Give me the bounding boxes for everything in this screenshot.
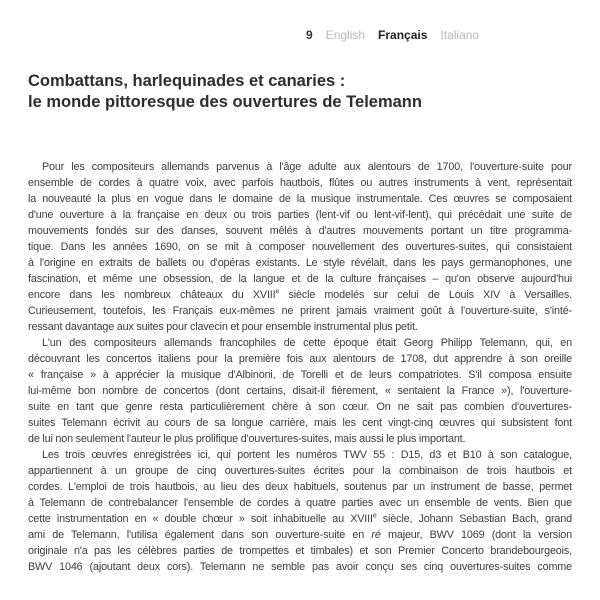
text-segment: siècle, Johann Sebastian Bach, grand — [376, 513, 572, 525]
italic-text: ré — [371, 529, 381, 541]
text-segment: Curieusement, toutefois, les Français eux-mêmes ne prirent jamais vraiment goût à l'ouverture-suite, s'inté- — [28, 305, 572, 317]
text-line — [28, 479, 572, 495]
text-segment: tique. Dans les années 1690, on se mit à composer nouvellement des ouvertures-suites, qui consistaient — [28, 241, 572, 253]
text-line — [28, 367, 572, 383]
page-header — [306, 28, 479, 42]
text-line — [28, 511, 572, 527]
text-line — [28, 431, 572, 447]
text-segment: ami de Telemann, l'utilisa également dans son ouverture-suite en — [28, 529, 372, 541]
text-line — [28, 191, 572, 207]
text-line — [28, 255, 572, 271]
article-body — [28, 159, 572, 575]
text-segment: à l'origine en extraits de ballets ou d'opéras existants. Le style révélait, dans les pays germanophones, une — [28, 257, 572, 269]
text-segment: majeur, BWV 1069 (dont la version — [380, 529, 572, 541]
text-segment: BWV 1046 (ajoutant deux cors). Telemann ne semble pas avoir conçu ses cinq ouvertures-suites comme — [28, 561, 572, 573]
text-line — [28, 527, 572, 543]
text-segment: lui-même bon nombre de concertos (dont certains, disait-il fièrement, « sentaient la France »), l'ouverture- — [28, 385, 572, 397]
text-line — [28, 239, 572, 255]
text-line — [28, 351, 572, 367]
text-line — [28, 447, 572, 463]
text-segment: Les trois œuvres enregistrées ici, qui portent les numéros TWV 55 : D15, d3 et B10 à son catalogue, — [42, 449, 572, 461]
language-label-italiano: Italiano — [440, 28, 480, 42]
text-segment: ensemble de cordes à quatre voix, avec parfois hautbois, flûtes ou autres instruments à vent, représentait — [28, 177, 572, 189]
text-segment: à Telemann de contrebalancer l'ensemble de cordes à quatre parties avec un ensemble de vents. Bien que — [28, 497, 572, 509]
text-segment: cordes. L'emploi de trois hautbois, au lieu des deux habituels, soutenus par un instrument de basse, permet — [28, 481, 572, 493]
text-segment: la nouveauté la plus en vogue dans le domaine de la musique instrumentale. Ces œuvres se composaient — [28, 193, 572, 205]
text-segment: appartiennent à un groupe de cinq ouvertures-suites écrites pour la combinaison de trois hautbois et — [28, 465, 572, 477]
text-segment: encore dans les nombreux châteaux du XVIII — [28, 289, 276, 301]
text-line — [28, 495, 572, 511]
article-title-line-1: Combattans, harlequinades et canaries : — [28, 72, 346, 90]
text-segment: Pour les compositeurs allemands parvenus à l'âge adulte aux alentours de 1700, l'ouverture-suite pour — [42, 161, 572, 173]
text-segment: ressant davantage aux suites pour clavecin et pour ensemble instrumental plus petit. — [28, 321, 418, 333]
text-segment: mouvements fondés sur des danses, souvent mêlés à d'autres mouvements portant un titre programma- — [28, 225, 572, 237]
text-segment: suite en tant que genre resta particulièrement chère à son cœur. On ne sait pas combien d'ouvertures- — [28, 401, 572, 413]
language-label-english: English — [325, 28, 366, 42]
text-line — [28, 559, 572, 575]
language-label-francais: Français — [378, 28, 428, 42]
text-segment: cette instrumentation en « double chœur » soit inhabituelle au XVIII — [28, 513, 373, 525]
text-segment: originale n'a pas les célèbres parties de trompettes et timbales) et son Premier Concerto brandebourgeois, — [28, 545, 572, 557]
text-line — [28, 399, 572, 415]
text-segment: « française » à apprécier la musique d'Albinoni, de Torelli et de leurs compatriotes. S'il composa ensuite — [28, 369, 572, 381]
text-segment: suites Telemann écrivit au cours de sa longue carrière, mais les cent vingt-cinq œuvres qui subsistent font — [28, 417, 572, 429]
superscript-text: e — [372, 512, 377, 520]
article-title — [28, 71, 572, 113]
text-segment: d'une ouverture à la française en deux ou trois parties (lent-vif ou lent-vif-lent), qui précédait une suite de — [28, 209, 572, 221]
text-line — [28, 463, 572, 479]
text-line — [28, 543, 572, 559]
text-segment: L'un des compositeurs allemands francophiles de cette époque était Georg Philipp Telemann, qui, en — [42, 337, 572, 349]
text-segment: siècle modelés sur celui de Louis XIV à Versailles. — [279, 289, 572, 301]
text-line — [28, 287, 572, 303]
text-line — [28, 303, 572, 319]
text-line — [28, 319, 572, 335]
text-segment: découvrant les concertos italiens pour la première fois aux alentours de 1708, dut apprendre à son oreille — [28, 353, 572, 365]
text-line — [28, 223, 572, 239]
superscript-text: e — [275, 288, 280, 296]
article-title-line-2: le monde pittoresque des ouvertures de Telemann — [28, 93, 422, 111]
text-line — [28, 335, 572, 351]
text-line — [28, 159, 572, 175]
text-line — [28, 175, 572, 191]
text-segment: de lui non seulement l'auteur le plus prolifique d'ouvertures-suites, mais aussi le plus important. — [28, 433, 466, 445]
text-line — [28, 207, 572, 223]
text-segment: fascination, et même une obsession, de la langue et de la culture françaises – qu'on observe aujourd'hui — [28, 273, 572, 285]
text-line — [28, 383, 572, 399]
text-line — [28, 415, 572, 431]
page-number: 9 — [306, 28, 313, 42]
text-line — [28, 271, 572, 287]
